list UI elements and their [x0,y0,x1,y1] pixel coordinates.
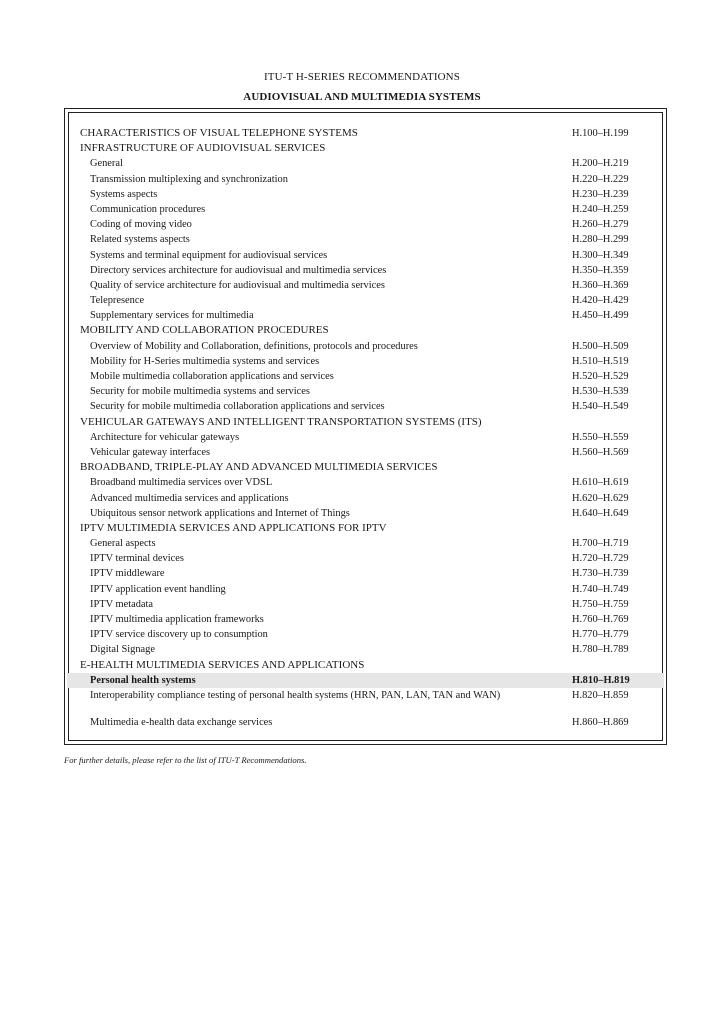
row-range: H.360–H.369 [572,279,629,291]
row-range: H.240–H.259 [572,203,629,215]
row-title: INFRASTRUCTURE OF AUDIOVISUAL SERVICES [80,142,326,155]
row-range: H.640–H.649 [572,507,629,519]
row-range: H.300–H.349 [572,249,629,261]
row-title: CHARACTERISTICS OF VISUAL TELEPHONE SYSTEMS [80,127,358,139]
row-title: IPTV service discovery up to consumption [90,629,268,641]
row-range: H.810–H.819 [572,674,630,686]
recommendations-table [67,126,664,730]
row-title: MOBILITY AND COLLABORATION PROCEDURES [80,324,329,337]
table-row [67,172,664,187]
table-row [67,156,664,171]
row-title: E-HEALTH MULTIMEDIA SERVICES AND APPLICATIONS [80,658,365,671]
table-row [67,597,664,612]
table-row [67,339,664,354]
row-title: VEHICULAR GATEWAYS AND INTELLIGENT TRANSPORTATION SYSTEMS (ITS) [80,415,482,428]
row-title: IPTV middleware [90,568,165,580]
row-title: Transmission multiplexing and synchronization [90,173,288,185]
row-title: Systems aspects [90,188,158,200]
row-range: H.860–H.869 [572,716,629,728]
row-range: H.740–H.749 [572,583,629,595]
row-range: H.530–H.539 [572,386,629,398]
table-row [67,187,664,202]
row-range: H.770–H.779 [572,629,629,641]
footer-note: For further details, please refer to the list of ITU-T Recommendations. [64,755,307,765]
row-title: Quality of service architecture for audiovisual and multimedia services [90,279,385,291]
category-row [67,658,664,673]
row-title: IPTV application event handling [90,583,226,595]
row-range: H.780–H.789 [572,644,629,656]
row-range: H.700–H.719 [572,538,629,550]
table-row [67,566,664,581]
row-range: H.560–H.569 [572,446,629,458]
row-title: Security for mobile multimedia collaboration applications and services [90,401,385,413]
table-row [67,308,664,323]
table-row [67,475,664,490]
table-row [67,263,664,278]
row-range: H.520–H.529 [572,371,629,382]
category-row [67,126,664,141]
row-title: Systems and terminal equipment for audiovisual services [90,249,328,261]
row-title: Ubiquitous sensor network applications and Internet of Things [90,507,350,519]
row-range: H.420–H.429 [572,295,629,307]
category-row [67,521,664,536]
row-title: IPTV multimedia application frameworks [90,614,264,625]
row-title: Related systems aspects [90,234,190,246]
row-title: IPTV metadata [90,598,153,610]
row-range: H.260–H.279 [572,219,629,231]
table-row [67,399,664,414]
table-row [67,354,664,369]
row-title: Interoperability compliance testing of personal health systems (HRN, PAN, LAN, TAN and WAN) [90,689,501,701]
row-range: H.200–H.219 [572,158,629,170]
table-row [67,384,664,399]
page-subtitle: AUDIOVISUAL AND MULTIMEDIA SYSTEMS [243,91,481,103]
table-row [67,202,664,217]
row-title: Architecture for vehicular gateways [90,431,240,443]
row-range: H.540–H.549 [572,401,629,413]
row-range: H.500–H.509 [572,340,629,352]
category-row [67,460,664,475]
row-range: H.820–H.859 [572,689,629,701]
table-row [67,627,664,642]
row-title: Mobile multimedia collaboration applications and services [90,371,334,382]
table-row [67,491,664,506]
row-range: H.720–H.729 [572,553,629,565]
row-range: H.220–H.229 [572,173,629,185]
row-title: General aspects [90,538,156,550]
table-row [67,430,664,445]
row-title: IPTV MULTIMEDIA SERVICES AND APPLICATIONS FOR IPTV [80,521,387,534]
table-row [67,369,664,384]
row-range: H.750–H.759 [572,598,629,610]
table-row [67,551,664,566]
row-title: Broadband multimedia services over VDSL [90,477,273,489]
row-range: H.100–H.199 [572,128,629,139]
table-row [67,445,664,460]
table-row [67,248,664,263]
table-row [67,642,664,657]
row-title: Telepresence [90,295,145,307]
row-range: H.610–H.619 [572,477,629,489]
table-row [67,536,664,551]
row-range: H.450–H.499 [572,310,629,322]
row-range: H.280–H.299 [572,234,629,246]
row-title: Advanced multimedia services and applications [90,492,289,504]
row-title: BROADBAND, TRIPLE-PLAY AND ADVANCED MULTIMEDIA SERVICES [80,461,438,474]
row-title: Communication procedures [90,203,206,215]
row-title: Vehicular gateway interfaces [90,446,211,458]
row-title: Multimedia e-health data exchange services [90,716,273,728]
table-row [67,232,664,247]
table-row [67,715,664,730]
row-range: H.350–H.359 [572,264,629,276]
table-row [67,506,664,521]
table-row [67,673,664,688]
row-range: H.550–H.559 [572,431,629,443]
row-title: Digital Signage [90,644,155,656]
row-range: H.730–H.739 [572,568,629,580]
table-row [67,217,664,232]
row-title: Personal health systems [90,674,196,686]
row-range: H.510–H.519 [572,355,629,367]
row-title: Directory services architecture for audiovisual and multimedia services [90,264,387,276]
row-title: Coding of moving video [90,219,192,231]
row-title: Mobility for H-Series multimedia systems and services [90,355,320,367]
row-title: Overview of Mobility and Collaboration, definitions, protocols and procedures [90,340,418,352]
table-row [67,688,664,715]
category-row [67,415,664,430]
table-row [67,582,664,597]
row-title: General [90,158,123,170]
row-range: H.230–H.239 [572,188,629,200]
row-title: Security for mobile multimedia systems and services [90,386,310,398]
table-row [67,612,664,627]
category-row [67,323,664,338]
category-row [67,141,664,156]
table-row [67,278,664,293]
row-range: H.760–H.769 [572,614,629,625]
row-title: Supplementary services for multimedia [90,310,254,322]
row-title: IPTV terminal devices [90,553,184,565]
table-row [67,293,664,308]
row-range: H.620–H.629 [572,492,629,504]
series-title: ITU-T H-SERIES RECOMMENDATIONS [264,71,460,83]
